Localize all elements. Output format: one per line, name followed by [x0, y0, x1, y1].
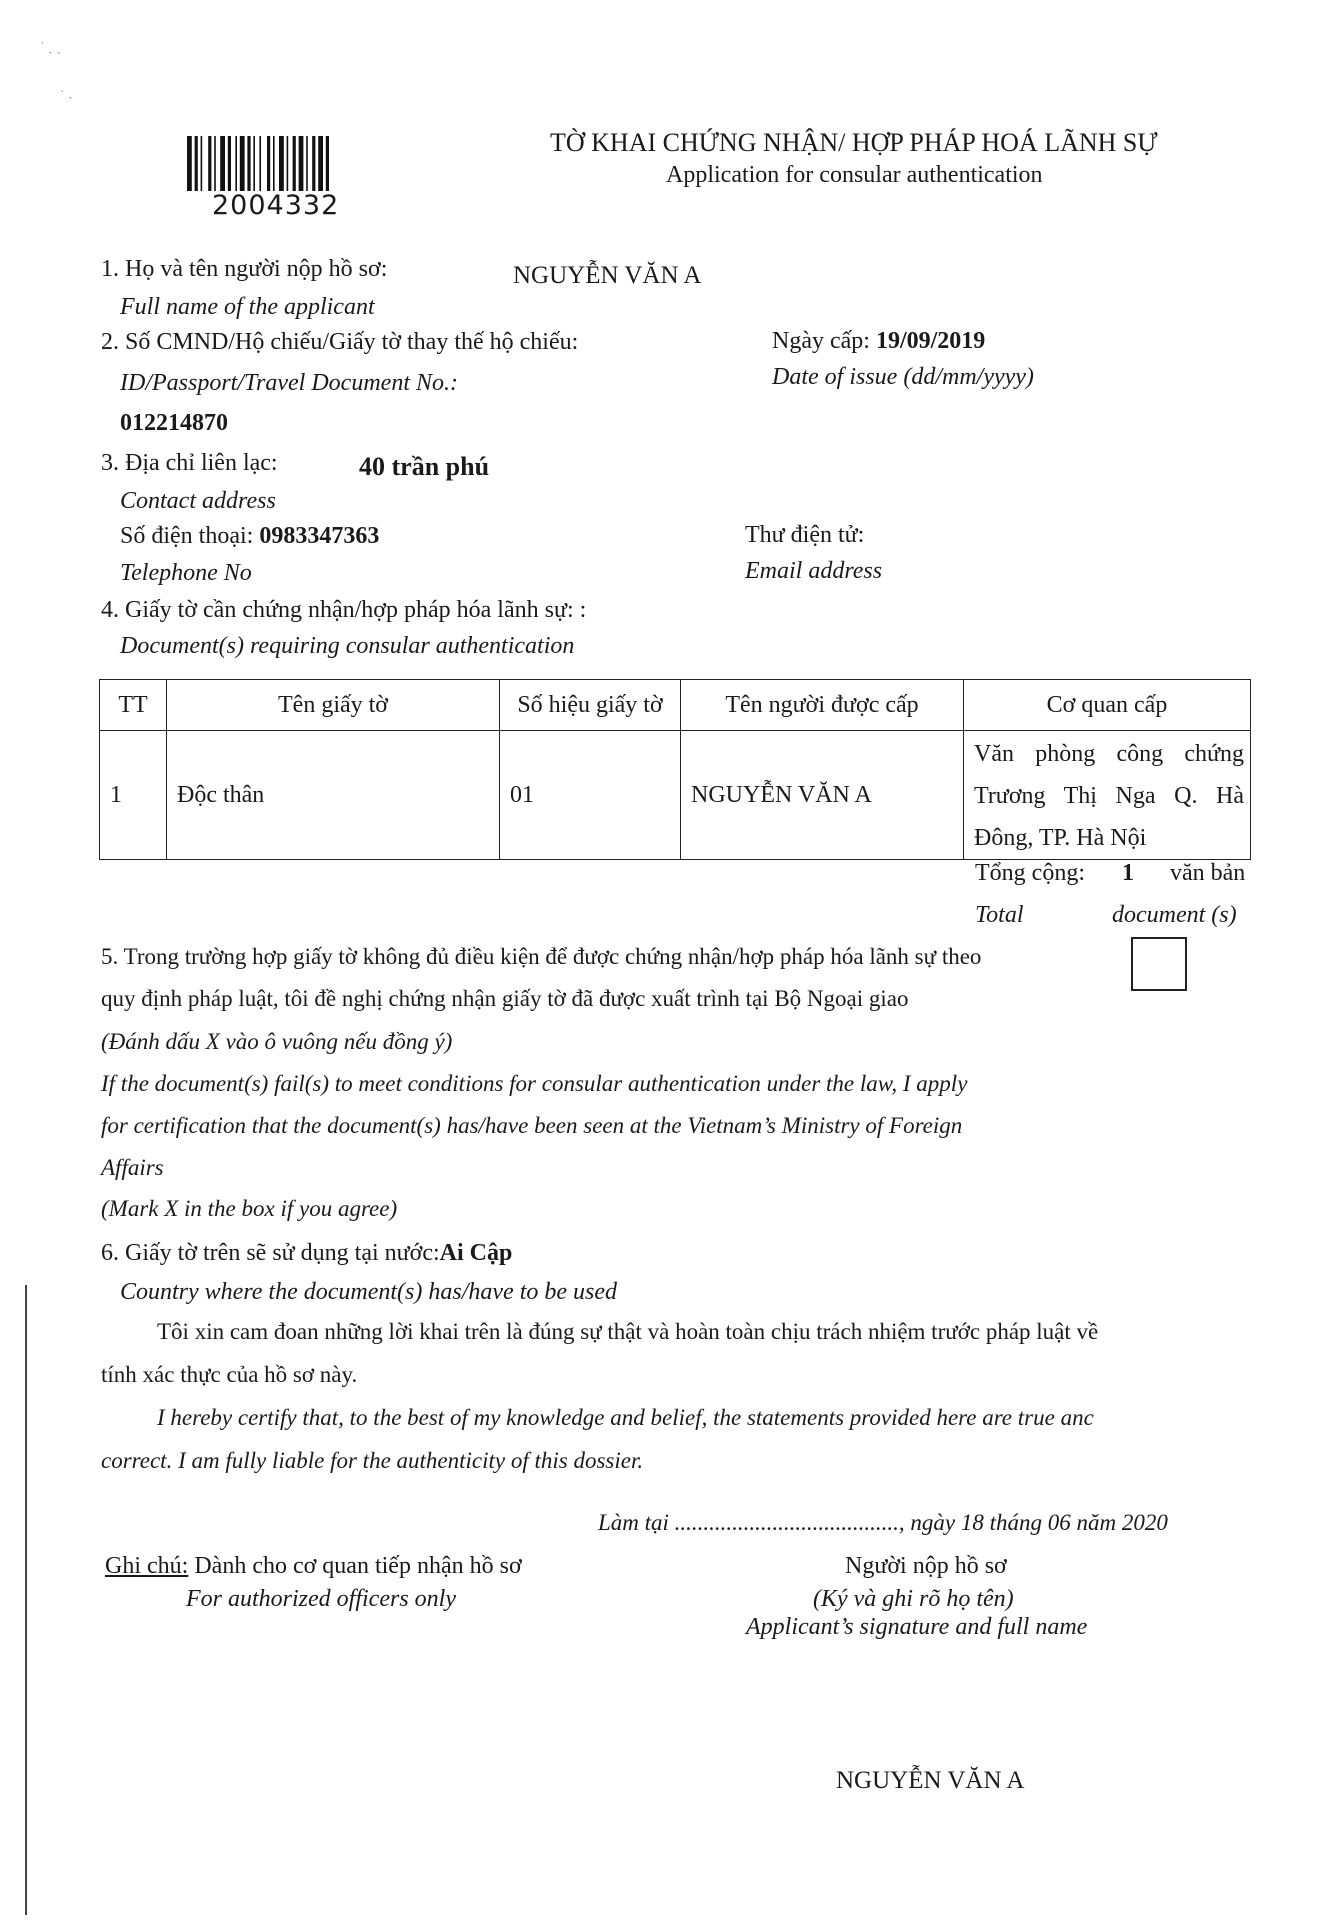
column-header-document-number: Số hiệu giấy tờ [500, 680, 681, 731]
scan-noise: · ˏ [60, 85, 73, 100]
id-number-value: 012214870 [120, 410, 228, 436]
issue-date-value: 19/09/2019 [875, 328, 986, 354]
id-number-label: 2. Số CMND/Hộ chiếu/Giấy tờ thay thế hộ chiếu: [101, 329, 579, 355]
table-row [100, 731, 1251, 860]
issue-date-label-en: Date of issue (dd/mm/yyyy) [772, 364, 1034, 390]
total-label-en: Total [975, 902, 1024, 928]
issue-date [772, 328, 985, 355]
note-text: Dành cho cơ quan tiếp nhận hồ sơ [188, 1553, 522, 1579]
section5-en3: Affairs [101, 1155, 164, 1180]
barcode-icon [187, 136, 374, 191]
signer-name: NGUYỄN VĂN A [836, 1767, 1025, 1794]
phone-label: Số điện thoại: [120, 523, 254, 549]
scan-margin-line [25, 1285, 27, 1915]
applicant-name-label-en: Full name of the applicant [120, 294, 375, 320]
contact-address-label: 3. Địa chỉ liên lạc: [101, 450, 278, 476]
applicant-name-label: 1. Họ và tên người nộp hồ sơ: [101, 256, 388, 282]
country-label: 6. Giấy tờ trên sẽ sử dụng tại nước: [101, 1240, 440, 1266]
applicant-name-value: NGUYỄN VĂN A [513, 262, 702, 289]
table-header-row [100, 680, 1251, 731]
cell-document-number: 01 [500, 731, 681, 860]
signature-hint: (Ký và ghi rõ họ tên) [813, 1586, 1014, 1612]
country-row [101, 1240, 512, 1267]
section5-line1: 5. Trong trường hợp giấy tờ không đủ điều kiện để được chứng nhận/hợp pháp hóa lãnh sự theo [101, 944, 982, 969]
place-date: Làm tại ......................................., ngày 18 tháng 06 năm 2020 [598, 1510, 1168, 1535]
cell-tt: 1 [100, 731, 167, 860]
form-subtitle: Application for consular authentication [666, 162, 1043, 188]
documents-table [99, 679, 1251, 860]
total-unit: văn bản [1170, 860, 1246, 886]
column-header-holder: Tên người được cấp [681, 680, 964, 731]
scan-noise: ˙ ˏ ˎ [40, 40, 61, 55]
agree-checkbox[interactable] [1131, 937, 1187, 991]
country-value: Ai Cập [439, 1240, 513, 1266]
section5-line3: (Đánh dấu X vào ô vuông nếu đồng ý) [101, 1029, 453, 1054]
note-label: Ghi chú: [105, 1553, 189, 1579]
total-unit-en: document (s) [1112, 902, 1237, 928]
section5-en2: for certification that the document(s) has/have been seen at the Vietnam’s Ministry of Foreign [101, 1113, 963, 1138]
email-label-en: Email address [745, 558, 883, 584]
issue-date-label: Ngày cấp: [772, 328, 870, 354]
cell-issuer: Văn phòng công chứng Trương Thị Nga Q. Hà Đông, TP. Hà Nội [964, 731, 1251, 860]
country-label-en: Country where the document(s) has/have to be used [120, 1279, 618, 1305]
contact-address-label-en: Contact address [120, 488, 276, 514]
phone [120, 523, 379, 550]
note [105, 1553, 522, 1580]
total-value: 1 [1122, 860, 1134, 886]
column-header-issuer: Cơ quan cấp [964, 680, 1251, 731]
form-title: TỜ KHAI CHỨNG NHẬN/ HỢP PHÁP HOÁ LÃNH SỰ [550, 128, 1158, 157]
contact-address-value: 40 trần phú [359, 452, 490, 481]
signature-title: Người nộp hồ sơ [845, 1553, 1007, 1579]
documents-label-en: Document(s) requiring consular authentication [120, 633, 575, 659]
signature-title-en: Applicant’s signature and full name [746, 1614, 1088, 1640]
email-label: Thư điện tử: [745, 522, 865, 548]
section5-line2: quy định pháp luật, tôi đề nghị chứng nhận giấy tờ đã được xuất trình tại Bộ Ngoại giao [101, 986, 909, 1011]
declaration-en-line2: correct. I am fully liable for the authenticity of this dossier. [101, 1448, 644, 1473]
column-header-tt: TT [100, 680, 167, 731]
cell-document-name: Độc thân [167, 731, 500, 860]
cell-holder: NGUYỄN VĂN A [681, 731, 964, 860]
declaration-en-line1: I hereby certify that, to the best of my knowledge and belief, the statements provided here are true anc [157, 1405, 1094, 1430]
phone-label-en: Telephone No [120, 560, 252, 586]
section5-en4: (Mark X in the box if you agree) [101, 1196, 398, 1221]
documents-label: 4. Giấy tờ cần chứng nhận/hợp pháp hóa lãnh sự: : [101, 597, 587, 623]
section5-en1: If the document(s) fail(s) to meet conditions for consular authentication under the law, I apply [101, 1071, 968, 1096]
total-label: Tổng cộng: [975, 860, 1085, 886]
column-header-document-name: Tên giấy tờ [167, 680, 500, 731]
declaration-vi-line1: Tôi xin cam đoan những lời khai trên là đúng sự thật và hoàn toàn chịu trách nhiệm trước pháp luật về [157, 1319, 1099, 1344]
declaration-vi-line2: tính xác thực của hồ sơ này. [101, 1362, 358, 1387]
note-text-en: For authorized officers only [186, 1586, 456, 1612]
id-number-label-en: ID/Passport/Travel Document No.: [120, 370, 458, 396]
barcode-number: 2004332 [212, 190, 340, 221]
phone-value: 0983347363 [259, 523, 380, 549]
